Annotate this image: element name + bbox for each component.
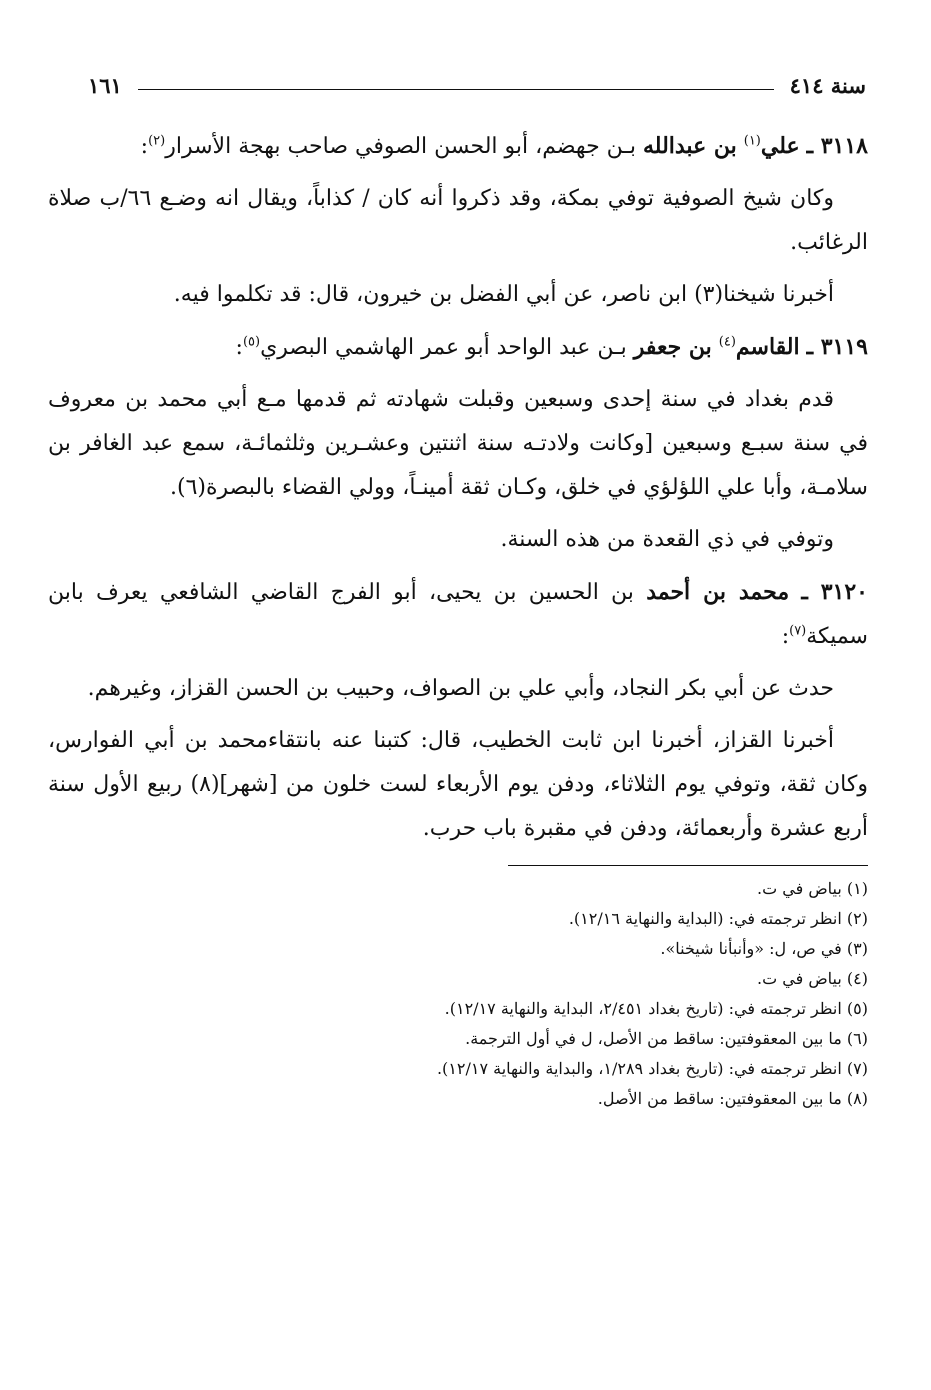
footnote: (٨) ما بين المعقوفتين: ساقط من الأصل. [597,1089,868,1108]
entry-number: ٣١١٨ ـ [806,133,868,159]
entry-number: ٣١٢٠ ـ [801,579,868,605]
entry-colon: : [781,624,790,649]
footnote: (٤) بياض في ت. [757,969,868,988]
footnote-ref: (١) [743,133,761,149]
footnote: (٣) في ص، ل: «وأنبأنا شيخنا». [660,939,868,958]
footnote-ref: (٥) [242,334,261,350]
entry-heading-3120 [48,570,868,659]
entry-name: محمد بن أحمد [646,579,790,605]
entry-paragraph: أخبرنا القزاز، أخبرنا ابن ثابت الخطيب، قال: كتبنا عنه بانتقاءمحمد بن أبي الفوارس، وكان ثقة، وتوفي يوم الثلاثاء، ودفن يوم الأربعاء لست خلون من [شهر](٨) ربيع الأول سنة أربع عشرة وأربعمائة، ودفن في مقبرة باب حرب. [48,728,868,841]
footnote-ref: (٤) [718,334,736,350]
footnote-ref: (٧) [789,623,807,639]
entry-name: القاسم [735,334,800,360]
footnote: (١) بياض في ت. [757,879,868,898]
entry-paragraph: حدث عن أبي بكر النجاد، وأبي علي بن الصواف، وحبيب بن الحسن القزاز، وغيرهم. [87,676,834,701]
entry-heading-3118 [48,124,868,169]
page-header [48,58,866,98]
entry-description: بـن جهضم، أبو الحسن الصوفي صاحب بهجة الأسرار [165,134,636,159]
footnote: (٧) انظر ترجمته في: (تاريخ بغداد ١/٢٨٩، والبداية والنهاية ١٢/١٧). [436,1059,868,1078]
entry-paragraph: قدم بغداد في سنة إحدى وسبعين وقبلت شهادته ثم قدمها مـع أبي محمد بن معروف في سنة سبـع وسبعين [وكانت ولادتـه سنة اثنتين وعشـرين وثلثمائـة، سمع عبد الغافر بن سلامـة، وأبا علي اللؤلؤي في خلق، وكـان ثقة أمينـاً، وولي القضاء بالبصرة(٦). [48,387,868,500]
running-head-year: سنة ٤١٤ [789,73,866,98]
footnote: (٦) ما بين المعقوفتين: ساقط من الأصل، ل في أول الترجمة. [465,1029,868,1048]
entry-heading-3119 [48,325,868,370]
page-number: ١٦١ [88,73,122,98]
entry-colon: : [140,134,149,159]
footnote-ref: (٢) [148,133,166,149]
entry-name: علي [760,133,800,159]
entry-number: ٣١١٩ ـ [806,334,868,360]
footnote-separator [508,865,868,866]
main-text [48,124,868,851]
entry-paragraph: وكان شيخ الصوفية توفي بمكة، وقد ذكروا أنه كان / كذاباً، ويقال انه وضـع ٦٦/ب صلاة الرغائب. [48,186,868,255]
entry-name-continued: بن عبدالله [642,133,737,159]
book-page [48,58,868,1114]
footnote: (٥) انظر ترجمته في: (تاريخ بغداد ٢/٤٥١، البداية والنهاية ١٢/١٧). [444,999,868,1018]
entry-paragraph: وتوفي في ذي القعدة من هذه السنة. [500,527,834,552]
footnote: (٢) انظر ترجمته في: (البداية والنهاية ١٢/١٦). [568,909,868,928]
footnotes [48,874,868,1114]
entry-paragraph: أخبرنا شيخنا(٣) ابن ناصر، عن أبي الفضل بن خيرون، قال: قد تكلموا فيه. [173,282,834,307]
header-rule [138,89,774,90]
entry-description: بن الحسين بن يحيى، أبو الفرج القاضي الشافعي يعرف بابن سميكة [48,580,868,649]
entry-description: بـن عبد الواحد أبو عمر الهاشمي البصري [260,335,627,360]
entry-colon: : [235,335,243,360]
entry-name-continued: بن جعفر [633,334,712,360]
